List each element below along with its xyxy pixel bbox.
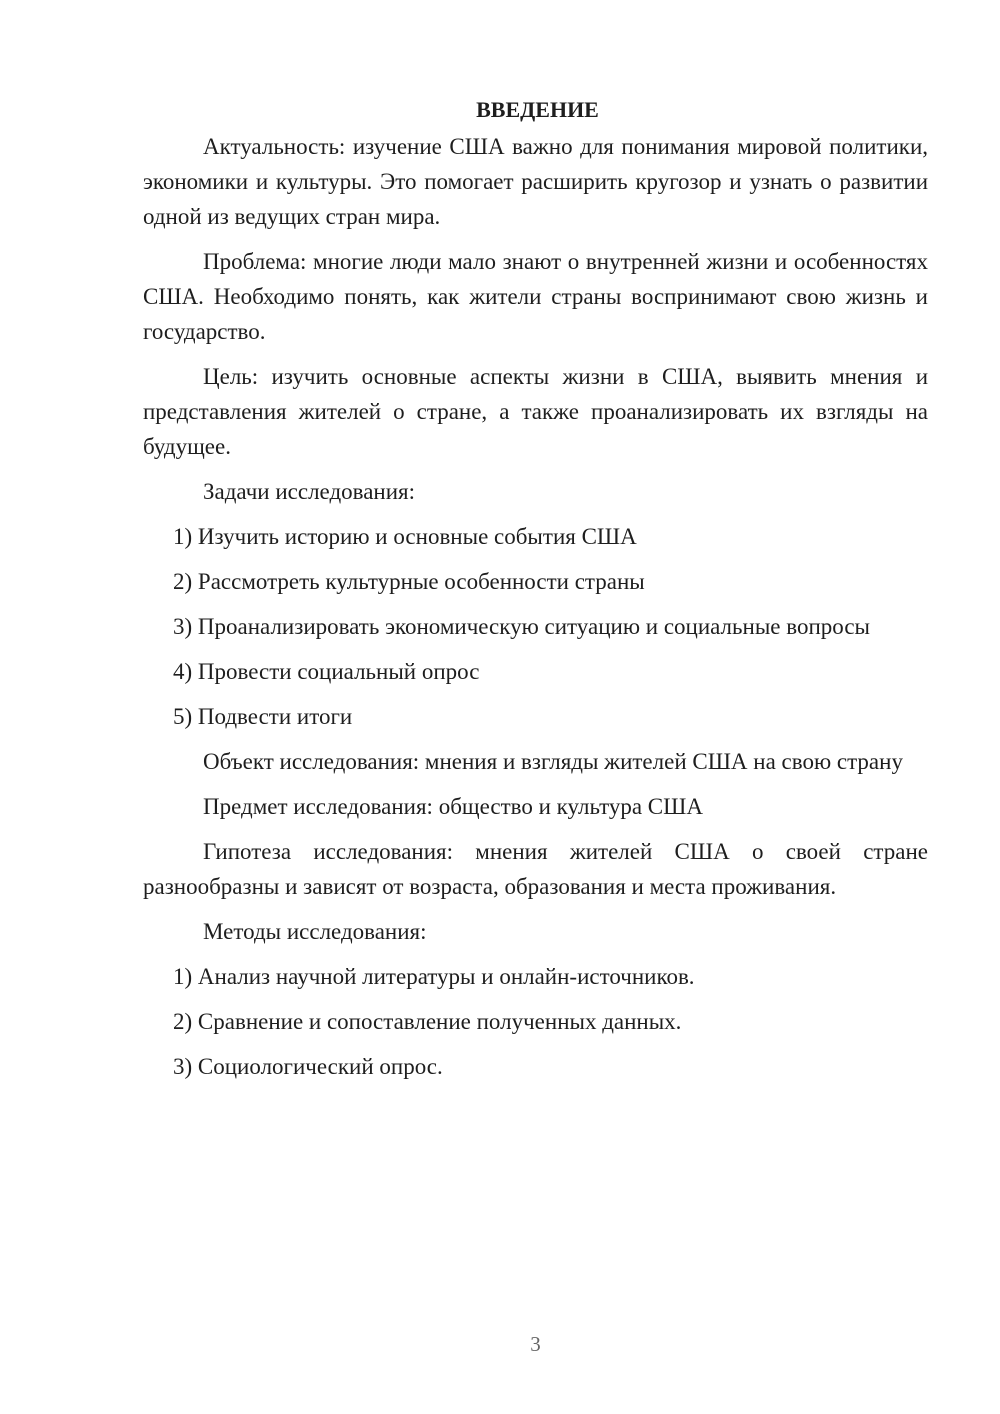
page-content [143, 92, 928, 1094]
paragraph-methods-heading: Методы исследования: [203, 919, 427, 944]
paragraph-subject: Предмет исследования: общество и культура США [203, 794, 703, 819]
task-item-2: 2) Рассмотреть культурные особенности страны [173, 569, 645, 594]
method-item-3: 3) Социологический опрос. [173, 1054, 443, 1079]
paragraph-hypothesis: Гипотеза исследования: мнения жителей США о своей стране разнообразны и зависят от возраста, образования и места проживания. [143, 839, 928, 899]
section-title: ВВЕДЕНИЕ [476, 97, 599, 122]
page-number: 3 [530, 1332, 541, 1356]
paragraph-relevance: Актуальность: изучение США важно для понимания мировой политики, экономики и культуры. Это помогает расширить кругозор и узнать о развитии одной из ведущих стран мира. [143, 134, 928, 229]
method-item-2: 2) Сравнение и сопоставление полученных данных. [173, 1009, 682, 1034]
task-item-4: 4) Провести социальный опрос [173, 659, 480, 684]
method-item-1: 1) Анализ научной литературы и онлайн-источников. [173, 964, 695, 989]
task-item-5: 5) Подвести итоги [173, 704, 353, 729]
task-item-3: 3) Проанализировать экономическую ситуацию и социальные вопросы [173, 614, 870, 639]
paragraph-tasks-heading: Задачи исследования: [203, 479, 416, 504]
paragraph-problem: Проблема: многие люди мало знают о внутренней жизни и особенностях США. Необходимо понять, как жители страны воспринимают свою жизнь и государство. [143, 249, 928, 344]
paragraph-goal: Цель: изучить основные аспекты жизни в США, выявить мнения и представления жителей о стране, а также проанализировать их взгляды на будущее. [143, 364, 928, 459]
task-item-1: 1) Изучить историю и основные события США [173, 524, 637, 549]
paragraph-object: Объект исследования: мнения и взгляды жителей США на свою страну [203, 749, 903, 774]
